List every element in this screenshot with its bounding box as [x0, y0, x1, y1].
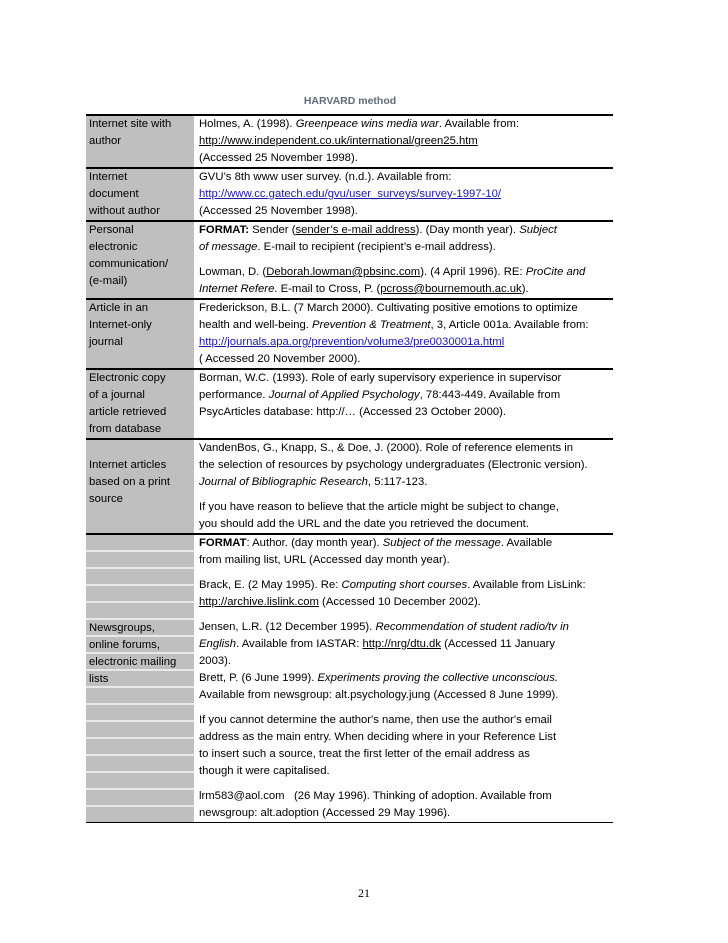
- text-line: you should add the URL and the date you retrieved the document.: [199, 518, 529, 530]
- text-line: ProCite and: [525, 266, 586, 278]
- text-line: Experiments proving the collective unconscious.: [317, 672, 558, 684]
- text-line: Journal of Bibliographic Research: [199, 476, 368, 488]
- text-line: Computing short courses: [341, 579, 468, 591]
- text-line: without author: [89, 205, 160, 217]
- text-line: Journal of Applied Psychology: [268, 389, 420, 401]
- text-line: newsgroup: alt.adoption (Accessed 29 May 1996).: [199, 807, 451, 819]
- text-line: : Author. (day month year).: [246, 537, 383, 549]
- text-line: ). (4 April 1996). RE:: [420, 266, 526, 278]
- text-line: , 3, Article 001a. Available from:: [430, 319, 589, 331]
- text-line: communication/: [89, 258, 169, 270]
- row-content: [194, 221, 613, 299]
- reference-link[interactable]: http://www.independent.co.uk/international/green25.htm: [199, 135, 478, 147]
- text-line: electronic: [89, 241, 138, 253]
- text-line: Internet articles: [89, 459, 167, 471]
- text-line: performance.: [199, 389, 269, 401]
- text-line: lrm583@aol.com (26 May 1996). Thinking of adoption. Available from: [199, 790, 552, 802]
- row-content: [194, 534, 613, 823]
- text-line: document: [89, 188, 139, 200]
- harvard-reference-table: [86, 114, 613, 823]
- table-row: [86, 168, 613, 221]
- text-line: . Available from IASTAR:: [236, 638, 363, 650]
- text-line: (e-mail): [89, 275, 128, 287]
- text-line: FORMAT: [199, 537, 247, 549]
- text-line: ). (Day month year).: [415, 224, 520, 236]
- text-line: Internet site with: [89, 118, 172, 130]
- text-line: Electronic copy: [89, 372, 166, 384]
- text-line: 2003).: [199, 655, 232, 667]
- text-line: Article in an: [89, 302, 149, 314]
- table-row: [86, 221, 613, 299]
- text-line: . E-mail to recipient (recipient’s e-mail address).: [257, 241, 496, 253]
- text-line: . Available from:: [438, 118, 520, 130]
- row-label: [86, 299, 194, 369]
- text-line: though it were capitalised.: [199, 765, 330, 777]
- text-line: article retrieved: [89, 406, 167, 418]
- text-line: PsycArticles database: http://… (Accessed 23 October 2000).: [199, 406, 507, 418]
- table-row: [86, 439, 613, 534]
- text-line: source: [89, 493, 123, 505]
- text-line: (Accessed 11 January: [440, 638, 556, 650]
- text-line: ).: [521, 283, 529, 295]
- text-line: Greenpeace wins media war: [295, 118, 439, 130]
- text-line: Subject: [519, 224, 557, 236]
- text-line: FORMAT:: [199, 224, 249, 236]
- text-line: to insert such a source, treat the first letter of the email address as: [199, 748, 530, 760]
- text-line: Newsgroups,: [89, 622, 155, 634]
- page-number: 21: [358, 886, 370, 900]
- text-line: . Available: [500, 537, 553, 549]
- text-line: the selection of resources by psychology undergraduates (Electronic version).: [199, 459, 588, 471]
- text-line: VandenBos, G., Knapp, S., & Doe, J. (2000). Role of reference elements in: [199, 442, 574, 454]
- text-line: Recommendation of student radio/tv in: [375, 621, 569, 633]
- email-link[interactable]: Deborah.lowman@pbsinc.com: [266, 266, 421, 278]
- text-line: If you cannot determine the author's name, then use the author's email: [199, 714, 552, 726]
- text-line: English: [199, 638, 237, 650]
- text-line: Subject of the message: [382, 537, 501, 549]
- text-line: Lowman, D. (: [199, 266, 267, 278]
- table-row: [86, 115, 613, 168]
- text-line: Internet Refere: [199, 283, 275, 295]
- text-line: electronic mailing: [89, 656, 177, 668]
- text-line: based on a print: [89, 476, 171, 488]
- text-line: health and well-being.: [199, 319, 313, 331]
- text-line: Borman, W.C. (1993). Role of early supervisory experience in supervisor: [199, 372, 562, 384]
- row-label: [86, 115, 194, 168]
- reference-link[interactable]: http://nrg/dtu.dk: [362, 638, 441, 650]
- text-line: Personal: [89, 224, 134, 236]
- reference-link[interactable]: http://archive.lislink.com: [199, 596, 319, 608]
- row-content: [194, 168, 613, 221]
- text-line: . E-mail to Cross, P. (: [274, 283, 381, 295]
- row-label: [86, 369, 194, 439]
- table-row: [86, 534, 613, 823]
- text-line: address as the main entry. When deciding where in your Reference List: [199, 731, 557, 743]
- table-row: [86, 299, 613, 369]
- text-line: If you have reason to believe that the article might be subject to change,: [199, 501, 559, 513]
- text-line: of message: [199, 241, 258, 253]
- text-line: Sender (: [249, 224, 296, 236]
- text-line: from database: [89, 423, 162, 435]
- text-line: Internet: [89, 171, 128, 183]
- page-title: HARVARD method: [303, 95, 397, 107]
- text-line: Frederickson, B.L. (7 March 2000). Cultivating positive emotions to optimize: [199, 302, 578, 314]
- email-link[interactable]: pcross@bournemouth.ac.uk: [380, 283, 522, 295]
- text-line: lists: [89, 673, 109, 685]
- text-line: (Accessed 25 November 1998).: [199, 205, 358, 217]
- text-line: (Accessed 10 December 2002).: [318, 596, 481, 608]
- text-line: of a journal: [89, 389, 145, 401]
- text-line: journal: [89, 336, 123, 348]
- row-content: [194, 369, 613, 439]
- row-content: [194, 299, 613, 369]
- text-line: . Available from LisLink:: [467, 579, 586, 591]
- text-line: , 78:443-449. Available from: [419, 389, 561, 401]
- text-line: Jensen, L.R. (12 December 1995).: [199, 621, 376, 633]
- row-label: [86, 221, 194, 299]
- email-link[interactable]: sender’s e-mail address: [295, 224, 416, 236]
- reference-link[interactable]: http://journals.apa.org/prevention/volume3/pre0030001a.html: [199, 336, 505, 348]
- text-line: Internet-only: [89, 319, 152, 331]
- table-row: [86, 369, 613, 439]
- text-line: online forums,: [89, 639, 160, 651]
- text-line: from mailing list, URL (Accessed day month year).: [199, 554, 450, 566]
- text-line: ( Accessed 20 November 2000).: [199, 353, 361, 365]
- text-line: author: [89, 135, 122, 147]
- text-line: Available from newsgroup: alt.psychology.jung (Accessed 8 June 1999).: [199, 689, 559, 701]
- text-line: GVU’s 8th www user survey. (n.d.). Available from:: [199, 171, 452, 183]
- text-line: (Accessed 25 November 1998).: [199, 152, 358, 164]
- reference-link[interactable]: http://www.cc.gatech.edu/gvu/user_surveys/survey-1997-10/: [199, 188, 502, 200]
- text-line: , 5:117-123.: [367, 476, 428, 488]
- row-label: [86, 168, 194, 221]
- row-label: [86, 534, 194, 823]
- text-line: Prevention & Treatment: [312, 319, 431, 331]
- row-content: [194, 439, 613, 534]
- text-line: Holmes, A. (1998).: [199, 118, 296, 130]
- row-content: [194, 115, 613, 168]
- row-label: [86, 439, 194, 534]
- text-line: Brett, P. (6 June 1999).: [199, 672, 318, 684]
- text-line: Brack, E. (2 May 1995). Re:: [199, 579, 342, 591]
